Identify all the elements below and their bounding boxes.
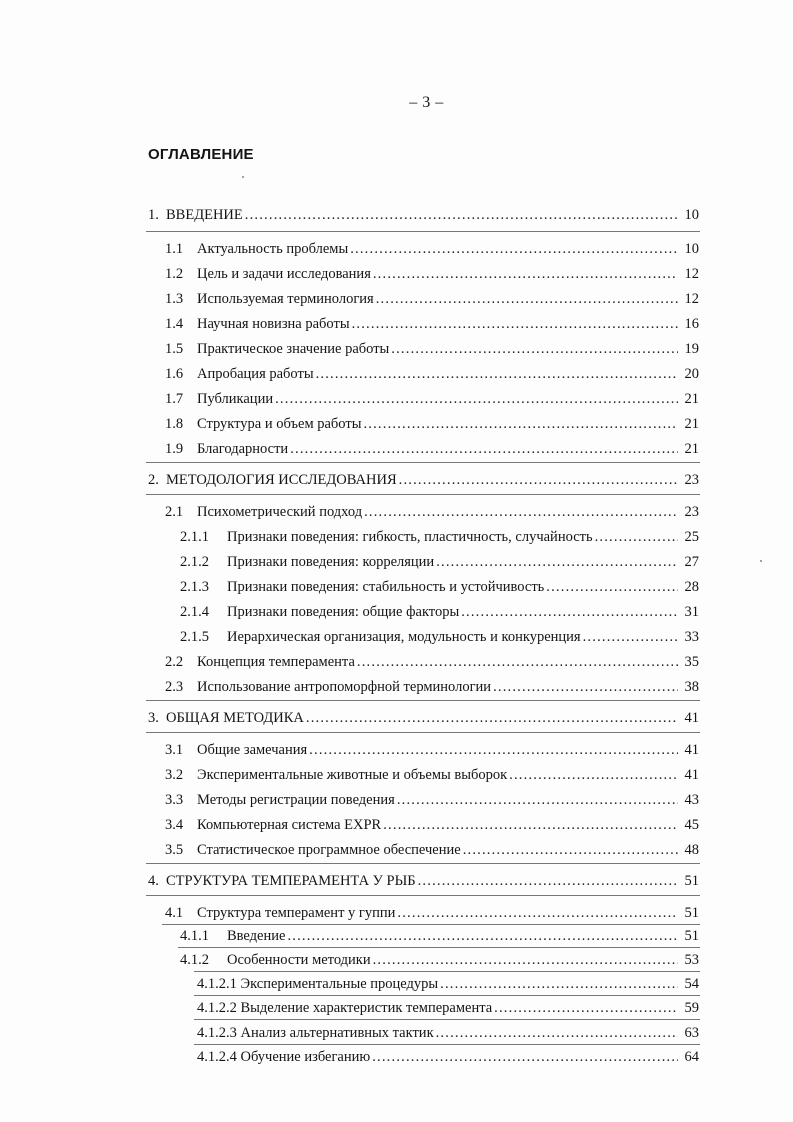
divider — [146, 462, 700, 463]
dot-leader — [350, 240, 678, 258]
toc-entry-number: 2.1 — [165, 504, 184, 520]
dot-leader — [436, 553, 678, 571]
toc-entry[interactable] — [165, 653, 699, 671]
toc-entry-title: 4.1.2.4 Обучение избеганию — [197, 1049, 371, 1065]
dot-leader — [463, 841, 678, 859]
toc-entry[interactable] — [165, 240, 699, 258]
toc-entry-page: 20 — [684, 366, 699, 382]
toc-entry-title: Благодарности — [197, 441, 289, 457]
toc-entry-page: 33 — [684, 629, 699, 645]
toc-entry-title: Используемая терминология — [197, 291, 374, 307]
toc-entry-number: 1.8 — [165, 416, 184, 432]
dot-leader — [352, 315, 678, 333]
toc-entry-title: Структура темперамент у гуппи — [197, 905, 396, 921]
toc-entry-title: ОБЩАЯ МЕТОДИКА — [166, 710, 304, 726]
toc-entry-number: 4.1.1 — [180, 928, 209, 944]
toc-entry-title: Признаки поведения: стабильность и устойчивость — [227, 579, 545, 595]
dot-leader — [306, 709, 678, 727]
toc-entry[interactable] — [165, 841, 699, 859]
toc-entry-page: 41 — [684, 742, 699, 758]
toc-entry[interactable] — [197, 1048, 699, 1066]
divider — [146, 895, 700, 896]
toc-entry-page: 64 — [684, 1049, 699, 1065]
dot-leader — [316, 365, 678, 383]
dot-leader — [245, 206, 678, 224]
toc-entry-page: 10 — [684, 241, 699, 257]
toc-entry-title: Концепция темперамента — [197, 654, 355, 670]
toc-entry-number: 1.4 — [165, 316, 184, 332]
dot-leader — [391, 340, 678, 358]
toc-entry[interactable] — [148, 206, 699, 224]
toc-entry-number: 2.1.5 — [180, 629, 209, 645]
divider — [162, 924, 700, 925]
dot-leader — [383, 816, 678, 834]
toc-entry[interactable] — [180, 553, 699, 571]
divider — [194, 1019, 700, 1020]
toc-entry-page: 12 — [684, 266, 699, 282]
toc-entry-number: 2.2 — [165, 654, 184, 670]
toc-entry-page: 27 — [684, 554, 699, 570]
dot-leader — [275, 390, 678, 408]
toc-entry-page: 23 — [684, 472, 699, 488]
divider — [194, 1044, 700, 1045]
toc-entry-title: 4.1.2.1 Экспериментальные процедуры — [197, 976, 439, 992]
toc-entry-page: 59 — [684, 1000, 699, 1016]
toc-entry[interactable] — [197, 975, 699, 993]
dot-leader — [397, 791, 678, 809]
toc-entry[interactable] — [180, 578, 699, 596]
dot-leader — [493, 678, 678, 696]
toc-entry[interactable] — [165, 678, 699, 696]
toc-entry-page: 51 — [684, 928, 699, 944]
toc-entry[interactable] — [165, 741, 699, 759]
toc-entry-number: 2.3 — [165, 679, 184, 695]
toc-entry-title: Психометрический подход — [197, 504, 363, 520]
dot-leader — [418, 872, 678, 890]
toc-entry-page: 41 — [684, 767, 699, 783]
toc-entry-page: 25 — [684, 529, 699, 545]
toc-entry[interactable] — [165, 315, 699, 333]
toc-entry[interactable] — [165, 340, 699, 358]
toc-entry-page: 31 — [684, 604, 699, 620]
dot-leader — [440, 975, 678, 993]
divider — [146, 494, 700, 495]
toc-entry-page: 28 — [684, 579, 699, 595]
toc-entry[interactable] — [180, 603, 699, 621]
toc-entry-number: 3.3 — [165, 792, 184, 808]
toc-entry-page: 19 — [684, 341, 699, 357]
toc-entry-title: Цель и задачи исследования — [197, 266, 371, 282]
toc-entry-number: 4.1 — [165, 905, 184, 921]
divider — [146, 863, 700, 864]
toc-entry-title: 4.1.2.2 Выделение характеристик темперамента — [197, 1000, 493, 1016]
toc-entry-title: Структура и объем работы — [197, 416, 362, 432]
toc-entry-title: Признаки поведения: гибкость, пластичность, случайность — [227, 529, 593, 545]
toc-entry-title: Введение — [227, 928, 286, 944]
scan-speck — [760, 560, 762, 562]
toc-entry-number: 1.6 — [165, 366, 184, 382]
toc-entry-page: 21 — [684, 391, 699, 407]
toc-entry-number: 3. — [148, 710, 159, 726]
toc-entry[interactable] — [165, 816, 699, 834]
toc-entry-title: Практическое значение работы — [197, 341, 390, 357]
toc-entry-page: 21 — [684, 416, 699, 432]
toc-entry-title: Методы регистрации поведения — [197, 792, 395, 808]
dot-leader — [595, 528, 678, 546]
toc-entry[interactable] — [148, 872, 699, 890]
dot-leader — [287, 927, 678, 945]
toc-entry-number: 1.5 — [165, 341, 184, 357]
toc-entry-number: 2.1.4 — [180, 604, 209, 620]
toc-entry[interactable] — [197, 999, 699, 1017]
divider — [194, 971, 700, 972]
dot-leader — [509, 766, 678, 784]
toc-entry[interactable] — [165, 415, 699, 433]
toc-entry-title: Научная новизна работы — [197, 316, 350, 332]
dot-leader — [436, 1024, 678, 1042]
toc-entry-title: Иерархическая организация, модульность и конкуренция — [227, 629, 581, 645]
toc-entry[interactable] — [165, 290, 699, 308]
toc-entry[interactable] — [165, 440, 699, 458]
toc-entry[interactable] — [148, 709, 699, 727]
divider — [146, 732, 700, 733]
toc-entry-title: МЕТОДОЛОГИЯ ИССЛЕДОВАНИЯ — [166, 472, 397, 488]
toc-entry-number: 1. — [148, 207, 159, 223]
scan-speck — [242, 176, 244, 178]
toc-entry-title: СТРУКТУРА ТЕМПЕРАМЕНТА У РЫБ — [166, 873, 416, 889]
toc-entry[interactable] — [165, 390, 699, 408]
toc-entry[interactable] — [180, 951, 699, 969]
toc-entry-number: 2.1.1 — [180, 529, 209, 545]
toc-entry[interactable] — [165, 503, 699, 521]
toc-entry-title: Статистическое программное обеспечение — [197, 842, 461, 858]
toc-entry-page: 21 — [684, 441, 699, 457]
toc-entry-number: 4. — [148, 873, 159, 889]
toc-entry-page: 23 — [684, 504, 699, 520]
dot-leader — [364, 503, 678, 521]
toc-entry-title: Апробация работы — [197, 366, 314, 382]
divider — [146, 231, 700, 232]
toc-entry-number: 1.2 — [165, 266, 184, 282]
dot-leader — [290, 440, 678, 458]
dot-leader — [372, 1048, 678, 1066]
dot-leader — [363, 415, 678, 433]
toc-entry-number: 3.1 — [165, 742, 184, 758]
toc-entry-number: 2.1.2 — [180, 554, 209, 570]
toc-entry-page: 43 — [684, 792, 699, 808]
toc-entry-title: ВВЕДЕНИЕ — [166, 207, 243, 223]
dot-leader — [583, 628, 678, 646]
toc-entry-page: 35 — [684, 654, 699, 670]
dot-leader — [397, 904, 678, 922]
toc-entry-page: 10 — [684, 207, 699, 223]
toc-entry[interactable] — [180, 927, 699, 945]
toc-entry-title: Признаки поведения: общие факторы — [227, 604, 460, 620]
toc-entry-number: 3.4 — [165, 817, 184, 833]
toc-entry-number: 1.1 — [165, 241, 184, 257]
toc-entry[interactable] — [180, 528, 699, 546]
toc-entry-title: Компьютерная система EXPR — [197, 817, 382, 833]
toc-entry-title: Использование антропоморфной терминологии — [197, 679, 492, 695]
toc-entry[interactable] — [165, 766, 699, 784]
toc-entry-page: 51 — [684, 905, 699, 921]
toc-entry-number: 3.2 — [165, 767, 184, 783]
toc-entry-title: Общие замечания — [197, 742, 308, 758]
toc-entry-page: 48 — [684, 842, 699, 858]
toc-entry-number: 1.7 — [165, 391, 184, 407]
toc-entry-number: 4.1.2 — [180, 952, 209, 968]
divider — [178, 947, 700, 948]
dot-leader — [399, 471, 678, 489]
toc-entry-page: 51 — [684, 873, 699, 889]
dot-leader — [373, 265, 678, 283]
toc-entry-title: Признаки поведения: корреляции — [227, 554, 435, 570]
toc-entry-page: 53 — [684, 952, 699, 968]
toc-entry-title: Публикации — [197, 391, 274, 407]
toc-entry-number: 2. — [148, 472, 159, 488]
dot-leader — [357, 653, 678, 671]
toc-entry[interactable] — [165, 791, 699, 809]
toc-entry-page: 16 — [684, 316, 699, 332]
dot-leader — [494, 999, 678, 1017]
toc-entry[interactable] — [165, 265, 699, 283]
toc-entry[interactable] — [165, 365, 699, 383]
dot-leader — [546, 578, 678, 596]
toc-entry-title: Экспериментальные животные и объемы выборок — [197, 767, 508, 783]
divider — [194, 995, 700, 996]
dot-leader — [376, 290, 678, 308]
toc-entry-number: 3.5 — [165, 842, 184, 858]
toc-entry-title: Актуальность проблемы — [197, 241, 349, 257]
toc-entry-page: 38 — [684, 679, 699, 695]
divider — [146, 700, 700, 701]
toc-entry[interactable] — [148, 471, 699, 489]
toc-entry-page: 63 — [684, 1025, 699, 1041]
toc-entry-page: 54 — [684, 976, 699, 992]
toc-entry-page: 12 — [684, 291, 699, 307]
toc-entry[interactable] — [180, 628, 699, 646]
dot-leader — [309, 741, 678, 759]
toc-entry-title: 4.1.2.3 Анализ альтернативных тактик — [197, 1025, 434, 1041]
toc-entry-title: Особенности методики — [227, 952, 371, 968]
dot-leader — [461, 603, 678, 621]
toc-entry-number: 1.9 — [165, 441, 184, 457]
toc-entry[interactable] — [165, 904, 699, 922]
dot-leader — [373, 951, 678, 969]
toc-entry-number: 1.3 — [165, 291, 184, 307]
toc-entry-page: 45 — [684, 817, 699, 833]
toc-title: ОГЛАВЛЕНИЕ — [148, 146, 254, 163]
toc-entry[interactable] — [197, 1024, 699, 1042]
toc-entry-page: 41 — [684, 710, 699, 726]
page-number: – 3 – — [409, 94, 444, 111]
toc-entry-number: 2.1.3 — [180, 579, 209, 595]
